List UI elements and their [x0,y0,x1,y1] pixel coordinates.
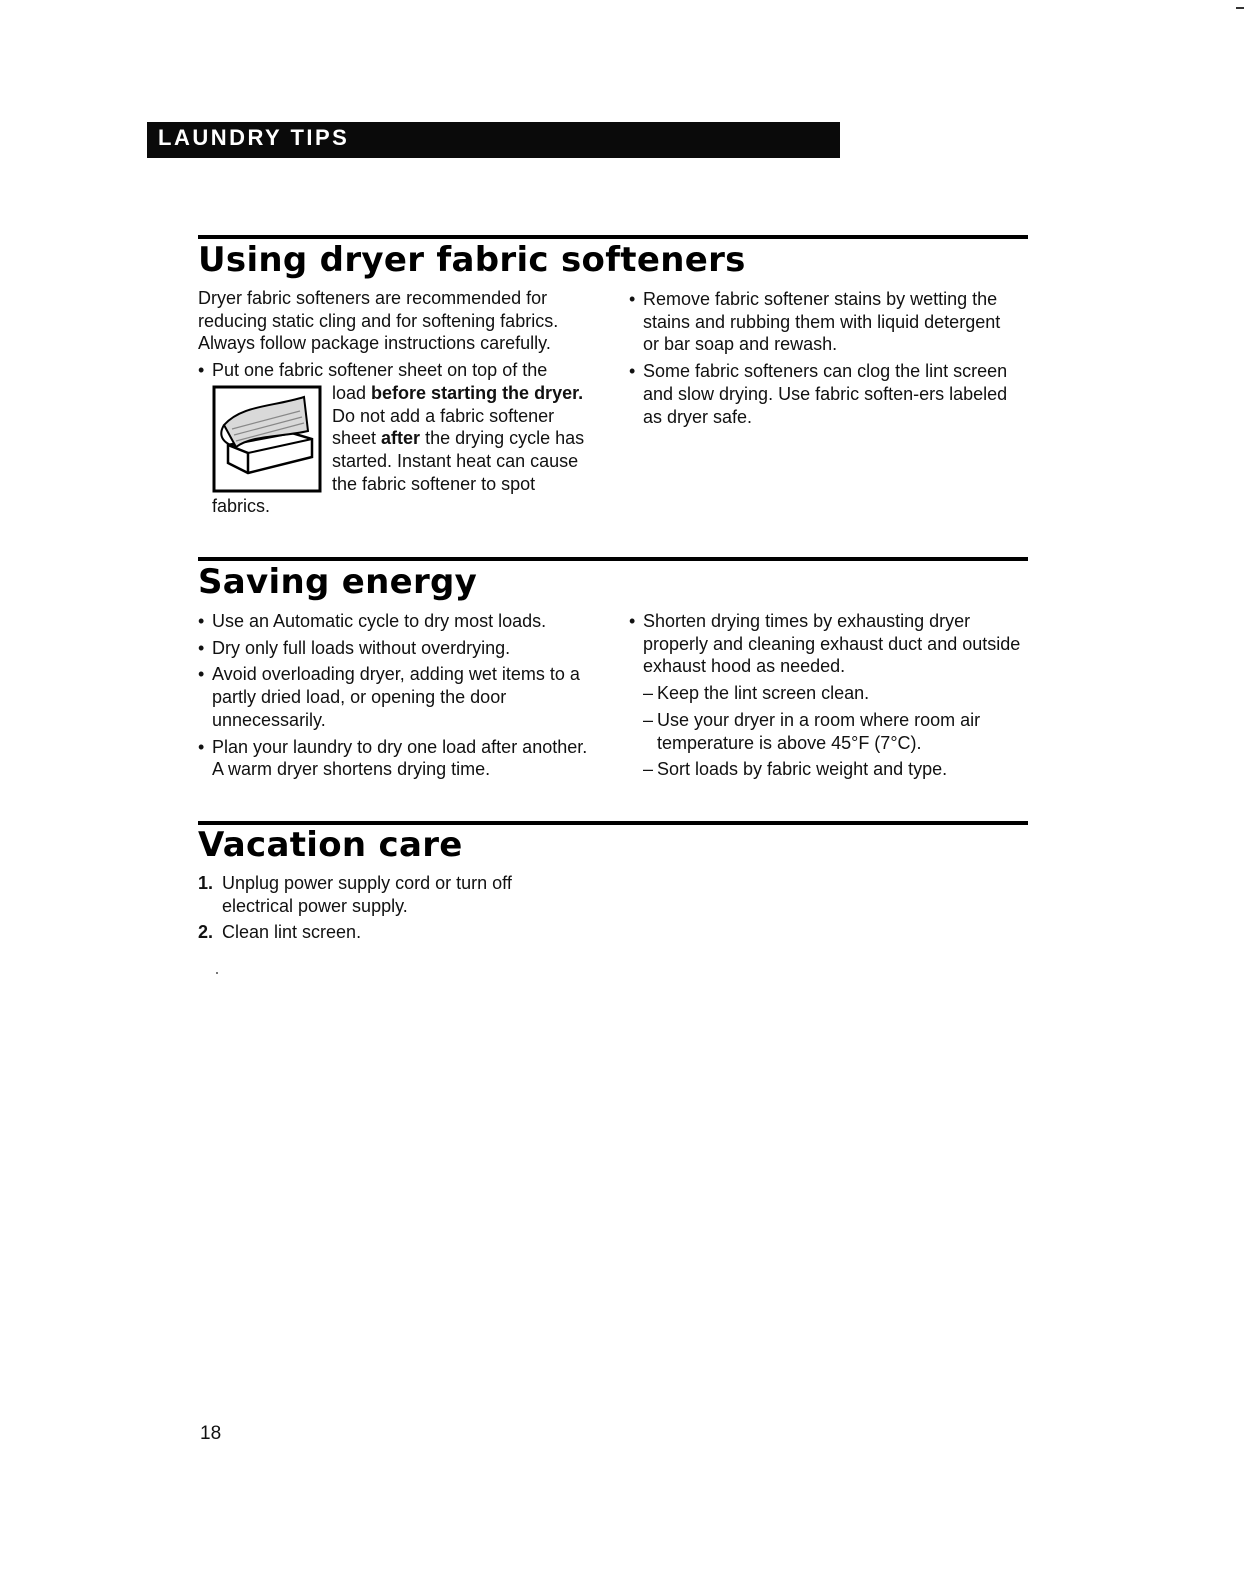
bullet-bold-1: before starting the dryer. [371,382,584,403]
energy-bullet: • Dry only full loads without overdrying. [198,637,593,660]
softeners-left-column [198,287,593,522]
softener-sheet-box-icon [212,385,324,495]
energy-dash-list [629,682,1024,781]
vacation-step [198,872,563,917]
step-number: 1. [198,873,214,893]
softeners-bullet-stains: • Remove fabric softener stains by wetting the stains and rubbing them with liquid detergent or bar soap and rewash. [629,288,1021,356]
softeners-bullet-sheet [198,359,593,518]
energy-dash-item: – Sort loads by fabric weight and type. [643,758,1024,781]
step-text: Unplug power supply cord or turn off electrical power supply. [222,873,512,916]
vacation-steps [198,872,563,948]
energy-dash-item: – Use your dryer in a room where room air temperature is above 45°F (7°C). [643,709,1024,754]
energy-bullet: • Plan your laundry to dry one load after another. A warm dryer shortens drying time. [198,736,593,781]
vacation-step [198,921,563,944]
energy-bullet: • Use an Automatic cycle to dry most loads. [198,610,593,633]
page-number: 18 [200,1423,222,1444]
softeners-right-column [629,288,1021,432]
bullet-text-c: the drying cycle has started. Instant heat can cause the fabric softener to spot fabrics. [212,428,585,517]
heading-vacation: Vacation care [198,825,463,865]
softeners-intro: Dryer fabric softeners are recommended for reducing static cling and for softening fabrics. Always follow package instructions carefully. [198,288,559,354]
scan-speck [216,972,218,974]
energy-dash-item: – Keep the lint screen clean. [643,682,1024,705]
bullet-lead: • Put one fabric softener sheet on top of the [212,360,548,381]
energy-bullet: • Avoid overloading dryer, adding wet items to a partly dried load, or opening the door unnecessarily. [198,663,593,731]
bullet-bold-2: after [381,428,421,449]
energy-left-column [198,610,593,785]
section-rule [198,235,1028,239]
heading-softeners: Using dryer fabric softeners [198,240,746,280]
energy-right-column [629,610,1024,785]
banner-title: LAUNDRY TIPS [158,125,350,150]
softeners-bullet-lint: • Some fabric softeners can clog the lint screen and slow drying. Use fabric soften-ers labeled as dryer safe. [629,360,1021,428]
bullet-text-a: load [332,382,372,403]
heading-energy: Saving energy [198,562,478,602]
step-text: Clean lint screen. [222,922,362,943]
section-banner [147,122,840,158]
section-rule [198,557,1028,561]
energy-bullet-exhaust: • Shorten drying times by exhausting dryer properly and cleaning exhaust duct and outside exhaust hood as needed. [629,610,1024,678]
scan-mark [1236,7,1244,9]
bullet-text-b: Do not add a fabric softener sheet [332,405,555,449]
step-number: 2. [198,922,214,943]
